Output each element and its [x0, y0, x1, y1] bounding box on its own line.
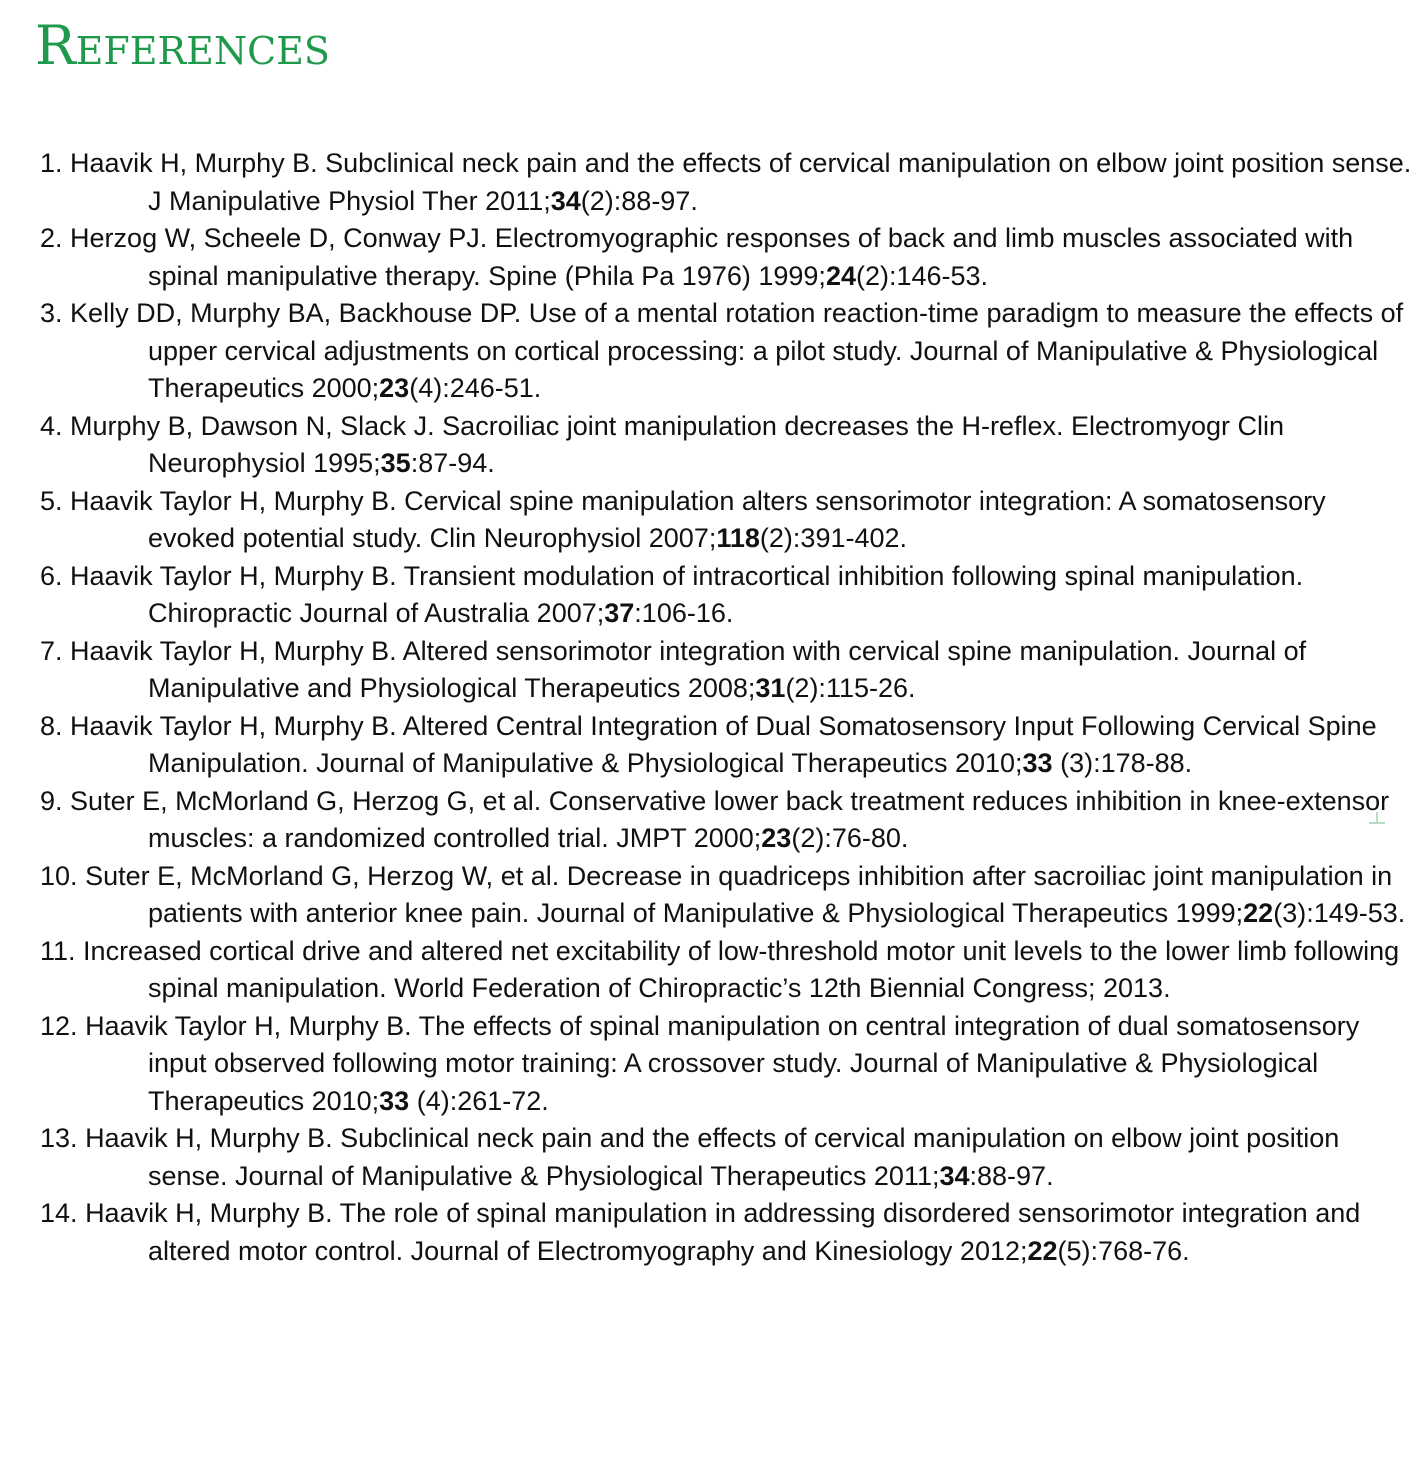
reference-number: 11.	[40, 935, 76, 966]
reference-volume: 31	[755, 673, 786, 703]
reference-text: Haavik Taylor H, Murphy B. The effects of spinal manipulation on central integration of dual somatosensory input observed following motor training: A crossover study. Journal of Manipulative & Physiological Therapeutics 2010;	[85, 1010, 1360, 1116]
reference-item	[40, 933, 1412, 1008]
reference-item	[40, 633, 1412, 708]
reference-text: Suter E, McMorland G, Herzog W, et al. Decrease in quadriceps inhibition after sacroiliac joint manipulation in patients with anterior knee pain. Journal of Manipulative & Physiological Therapeutics 1999;	[85, 860, 1393, 928]
reference-volume: 35	[380, 448, 411, 478]
reference-pages: :88-97.	[969, 1160, 1054, 1191]
reference-number: 9.	[40, 785, 63, 816]
reference-volume: 23	[761, 823, 792, 853]
reference-text: Haavik Taylor H, Murphy B. Altered Central Integration of Dual Somatosensory Input Following Cervical Spine Manipulation. Journal of Manipulative & Physiological Therapeutics 2010;	[70, 710, 1377, 778]
reference-item	[40, 708, 1412, 783]
reference-item	[40, 1120, 1412, 1195]
reference-number: 3.	[40, 298, 63, 328]
reference-text: Haavik H, Murphy B. The role of spinal manipulation in addressing disordered sensorimotor integration and altered motor control. Journal of Electromyography and Kinesiology 2012;	[85, 1198, 1361, 1266]
reference-pages: (2):391-402.	[759, 523, 908, 553]
reference-pages: (2):88-97.	[580, 185, 698, 216]
reference-pages: :87-94.	[410, 448, 495, 478]
reference-pages: (3):178-88.	[1052, 748, 1193, 778]
reference-item	[40, 858, 1412, 933]
reference-volume: 34	[939, 1160, 970, 1191]
reference-text: Suter E, McMorland G, Herzog G, et al. Conservative lower back treatment reduces inhibition in knee-extensor muscles: a randomized controlled trial. JMPT 2000;	[70, 785, 1390, 853]
reference-pages: (2):76-80.	[791, 823, 909, 853]
reference-pages: (4):261-72.	[409, 1085, 549, 1116]
reference-text: Haavik H, Murphy B. Subclinical neck pain and the effects of cervical manipulation on elbow joint position sense. Journal of Manipulative & Physiological Therapeutics 2011;	[85, 1123, 1340, 1191]
reference-item	[40, 295, 1412, 408]
reference-number: 8.	[40, 710, 63, 741]
reference-text: Herzog W, Scheele D, Conway PJ. Electromyographic responses of back and limb muscles associated with spinal manipulative therapy. Spine (Phila Pa 1976) 1999;	[70, 223, 1354, 291]
reference-item	[40, 1008, 1412, 1121]
reference-text: Haavik H, Murphy B. Subclinical neck pain and the effects of cervical manipulation on elbow joint position sense. J Manipulative Physiol Ther 2011;	[70, 148, 1412, 216]
reference-pages: (2):146-53.	[855, 260, 989, 291]
reference-pages: (4):246-51.	[409, 373, 542, 403]
reference-volume: 33	[1022, 748, 1053, 778]
reference-volume: 37	[604, 598, 635, 628]
reference-volume: 22	[1243, 898, 1274, 928]
reference-text: Haavik Taylor H, Murphy B. Transient modulation of intracortical inhibition following spinal manipulation. Chiropractic Journal of Australia 2007;	[70, 560, 1304, 628]
reference-text: Haavik Taylor H, Murphy B. Cervical spine manipulation alters sensorimotor integration: A somatosensory evoked potential study. Clin Neurophysiol 2007;	[70, 485, 1326, 553]
reference-text: Increased cortical drive and altered net excitability of low-threshold motor unit levels to the lower limb following spinal manipulation. World Federation of Chiropractic’s 12th Biennial Congress; 2013.	[83, 935, 1400, 1003]
reference-number: 14.	[40, 1198, 78, 1228]
reference-volume: 22	[1027, 1235, 1058, 1266]
reference-item	[40, 1195, 1412, 1270]
reference-volume: 23	[379, 373, 410, 403]
reference-text: Murphy B, Dawson N, Slack J. Sacroiliac joint manipulation decreases the H-reflex. Electromyogr Clin Neurophysiol 1995;	[70, 410, 1285, 478]
reference-pages: (5):768-76.	[1057, 1235, 1190, 1266]
reference-number: 1.	[40, 148, 63, 178]
reference-volume: 118	[716, 523, 760, 553]
reference-number: 10.	[40, 860, 78, 891]
reference-number: 2.	[40, 223, 63, 253]
reference-item	[40, 483, 1412, 558]
reference-volume: 33	[379, 1085, 410, 1116]
reference-number: 12.	[40, 1010, 78, 1041]
reference-number: 13.	[40, 1123, 78, 1153]
reference-list	[40, 145, 1412, 1270]
reference-volume: 34	[550, 185, 581, 216]
reference-pages: (3):149-53.	[1273, 898, 1406, 928]
reference-pages: :106-16.	[634, 598, 734, 628]
reference-text: Haavik Taylor H, Murphy B. Altered sensorimotor integration with cervical spine manipulation. Journal of Manipulative and Physiological Therapeutics 2008;	[70, 635, 1307, 703]
reference-text: Kelly DD, Murphy BA, Backhouse DP. Use of a mental rotation reaction-time paradigm to measure the effects of upper cervical adjustments on cortical processing: a pilot study. Journal of Manipulative & Physiological Therapeutics 2000;	[70, 298, 1404, 403]
reference-volume: 24	[825, 260, 856, 291]
reference-number: 5.	[40, 485, 63, 516]
reference-number: 4.	[40, 410, 63, 441]
page-title: References	[35, 14, 330, 77]
reference-item	[40, 145, 1412, 220]
reference-item	[40, 220, 1412, 295]
reference-number: 6.	[40, 560, 63, 591]
reference-number: 7.	[40, 635, 63, 666]
reference-item	[40, 783, 1412, 858]
scan-mark-icon	[1368, 811, 1386, 825]
reference-item	[40, 558, 1412, 633]
reference-item	[40, 408, 1412, 483]
reference-pages: (2):115-26.	[785, 673, 916, 703]
